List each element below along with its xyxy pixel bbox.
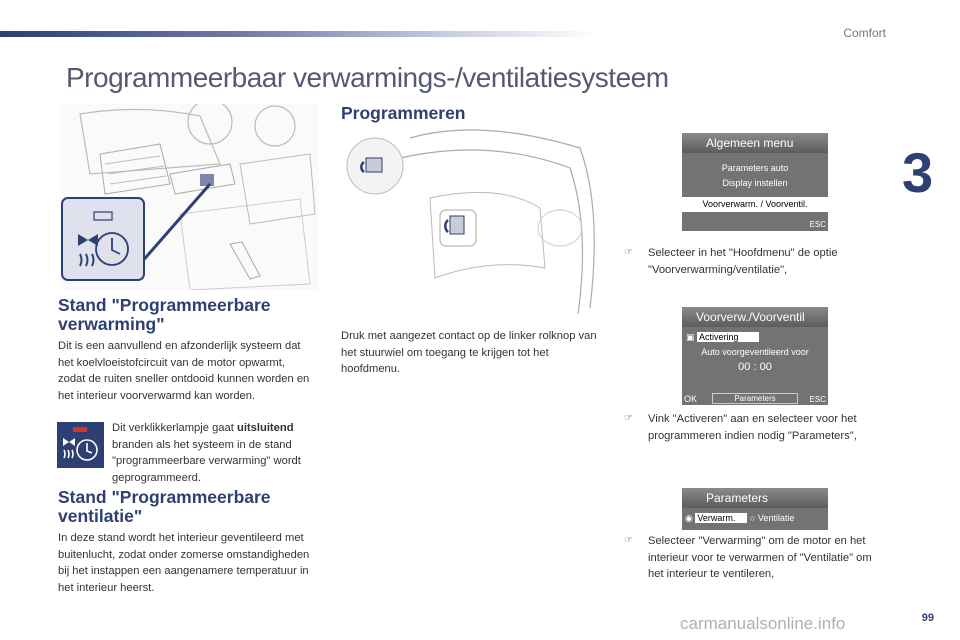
option-heating: Verwarm.	[695, 513, 747, 523]
menu-item-car-parameters: Parameters auto	[721, 163, 789, 173]
option-ventilation: Ventilatie	[757, 513, 795, 523]
screen-preheat: Voorverw./Voorventil ▣ Activering Auto voorgeventileerd voor 00 : 00 OK Parameters ESC	[682, 307, 828, 405]
page-title: Programmeerbaar verwarmings-/ventilatiesysteem	[66, 62, 669, 93]
header-gradient-bar	[0, 31, 600, 37]
bullet-hand-icon-3: ☞	[624, 535, 633, 546]
paragraph-indicator-lamp	[112, 420, 316, 486]
auto-preventilated-label: Auto voorgeventileerd voor	[701, 347, 809, 357]
activate-option: Activering	[697, 332, 759, 342]
screen-esc-label: ESC	[809, 220, 826, 229]
screen-main-menu-title: Algemeen menu	[682, 133, 828, 153]
bullet-select-menu	[624, 245, 880, 278]
screen-preheat-title: Voorverw./Voorventil	[682, 307, 828, 327]
screen-parameters: Parameters ◉ Verwarm. ○ Ventilatie	[682, 488, 828, 530]
watermark: carmanualsonline.info	[680, 614, 846, 633]
paragraph-programming: Druk met aangezet contact op de linker rolknop van het stuurwiel om toegang te krijgen tot het hoofdmenu.	[341, 330, 597, 375]
bullet-hand-icon: ☞	[624, 247, 633, 258]
screen-main-menu	[682, 133, 828, 231]
dashboard-illustration	[60, 104, 318, 290]
indicator-text-post: branden als het systeem in de stand "programmeerbare verwarming" wordt geprogrammeerd.	[112, 438, 301, 484]
indicator-text-bold: uitsluitend	[236, 422, 294, 434]
screen-ok-label: OK	[684, 394, 698, 404]
preheat-time: 00 : 00	[738, 361, 772, 373]
menu-item-display-settings: Display instellen	[722, 178, 788, 188]
bullet-select-menu-text: Selecteer in het "Hoofdmenu" de optie "Voorverwarming/ventilatie",	[648, 247, 838, 276]
screen-parameters-title: Parameters	[682, 488, 828, 508]
bullet-select-heating-text: Selecteer "Verwarming" om de motor en het interieur voor te verwarmen of "Ventilatie" om het interieur te ventileren,	[648, 535, 872, 580]
menu-item-preheat-preventilate: Voorverwarm. / Voorventil.	[682, 197, 828, 212]
paragraph-heating-description: Dit is een aanvullend en afzonderlijk systeem dat het koelvloeistofcircuit van de motor opwarmt, zodat de ruiten sneller ontdooid kunnen worden en het interieur voorverwarmd kan worden.	[58, 340, 310, 402]
chapter-number: 3	[902, 141, 934, 204]
page-number: 99	[921, 612, 934, 624]
bullet-activate	[624, 411, 890, 444]
section-label: Comfort	[843, 26, 886, 40]
bullet-activate-text: Vink "Activeren" aan en selecteer voor het programmeren indien nodig "Parameters",	[648, 413, 857, 442]
indicator-text-pre: Dit verklikkerlampje gaat	[112, 422, 237, 434]
bullet-hand-icon-2: ☞	[624, 413, 633, 424]
indicator-lamp-icon	[57, 422, 104, 468]
screen-esc-label-2: ESC	[809, 395, 826, 404]
parameters-option: Parameters	[712, 393, 798, 404]
heading-programmable-ventilation: Stand "Programmeerbare ventilatie"	[58, 487, 271, 526]
heading-programming: Programmeren	[341, 103, 466, 123]
bullet-select-heating	[624, 533, 880, 583]
heading-programmable-heating: Stand "Programmeerbare verwarming"	[58, 295, 271, 334]
paragraph-ventilation-description: In deze stand wordt het interieur geventileerd met buitenlucht, zodat onder zomerse omstandigheden bij het instappen een aangenamere temperatuur in het interieur heerst.	[58, 532, 310, 594]
steering-wheel-illustration	[340, 128, 602, 318]
